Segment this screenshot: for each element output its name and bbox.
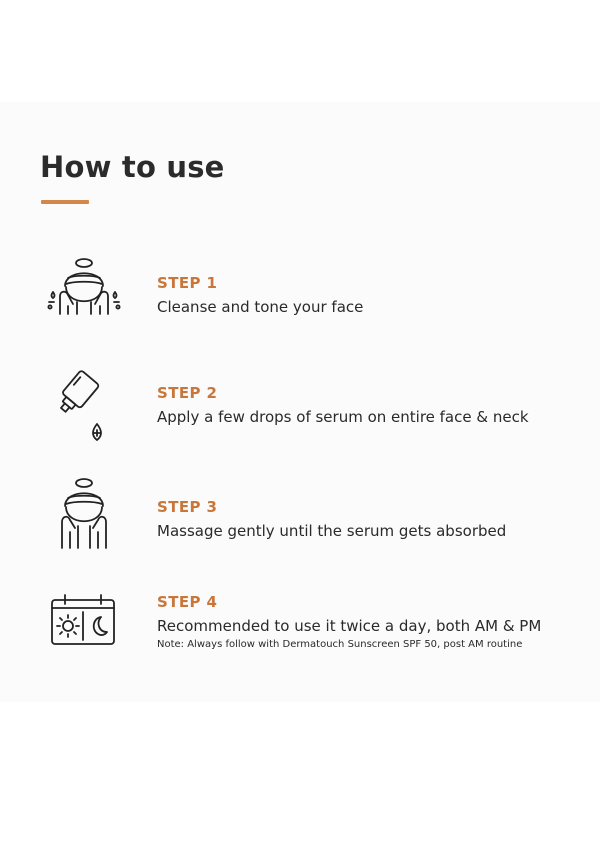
step-3-description: Massage gently until the serum gets absorbed <box>157 522 507 540</box>
step-4-description: Recommended to use it twice a day, both AM & PM <box>157 617 542 635</box>
step-2 <box>157 384 529 427</box>
step-2-description: Apply a few drops of serum on entire face & neck <box>157 408 529 426</box>
step-1 <box>157 274 363 317</box>
step-3-label: STEP 3 <box>157 498 218 516</box>
step-2-label: STEP 2 <box>157 384 218 402</box>
face-massage-icon <box>44 476 124 556</box>
step-4-note: Note: Always follow with Dermatouch Sunscreen SPF 50, post AM routine <box>157 639 523 650</box>
page-title: How to use <box>40 150 225 184</box>
step-1-description: Cleanse and tone your face <box>157 298 364 316</box>
title-underline <box>41 200 89 204</box>
step-4-label: STEP 4 <box>157 593 218 611</box>
serum-dropper-icon <box>44 368 124 448</box>
face-wash-icon <box>44 256 124 336</box>
day-night-calendar-icon <box>44 584 124 664</box>
step-1-label: STEP 1 <box>157 274 218 292</box>
step-4 <box>157 593 541 652</box>
step-3 <box>157 498 506 541</box>
